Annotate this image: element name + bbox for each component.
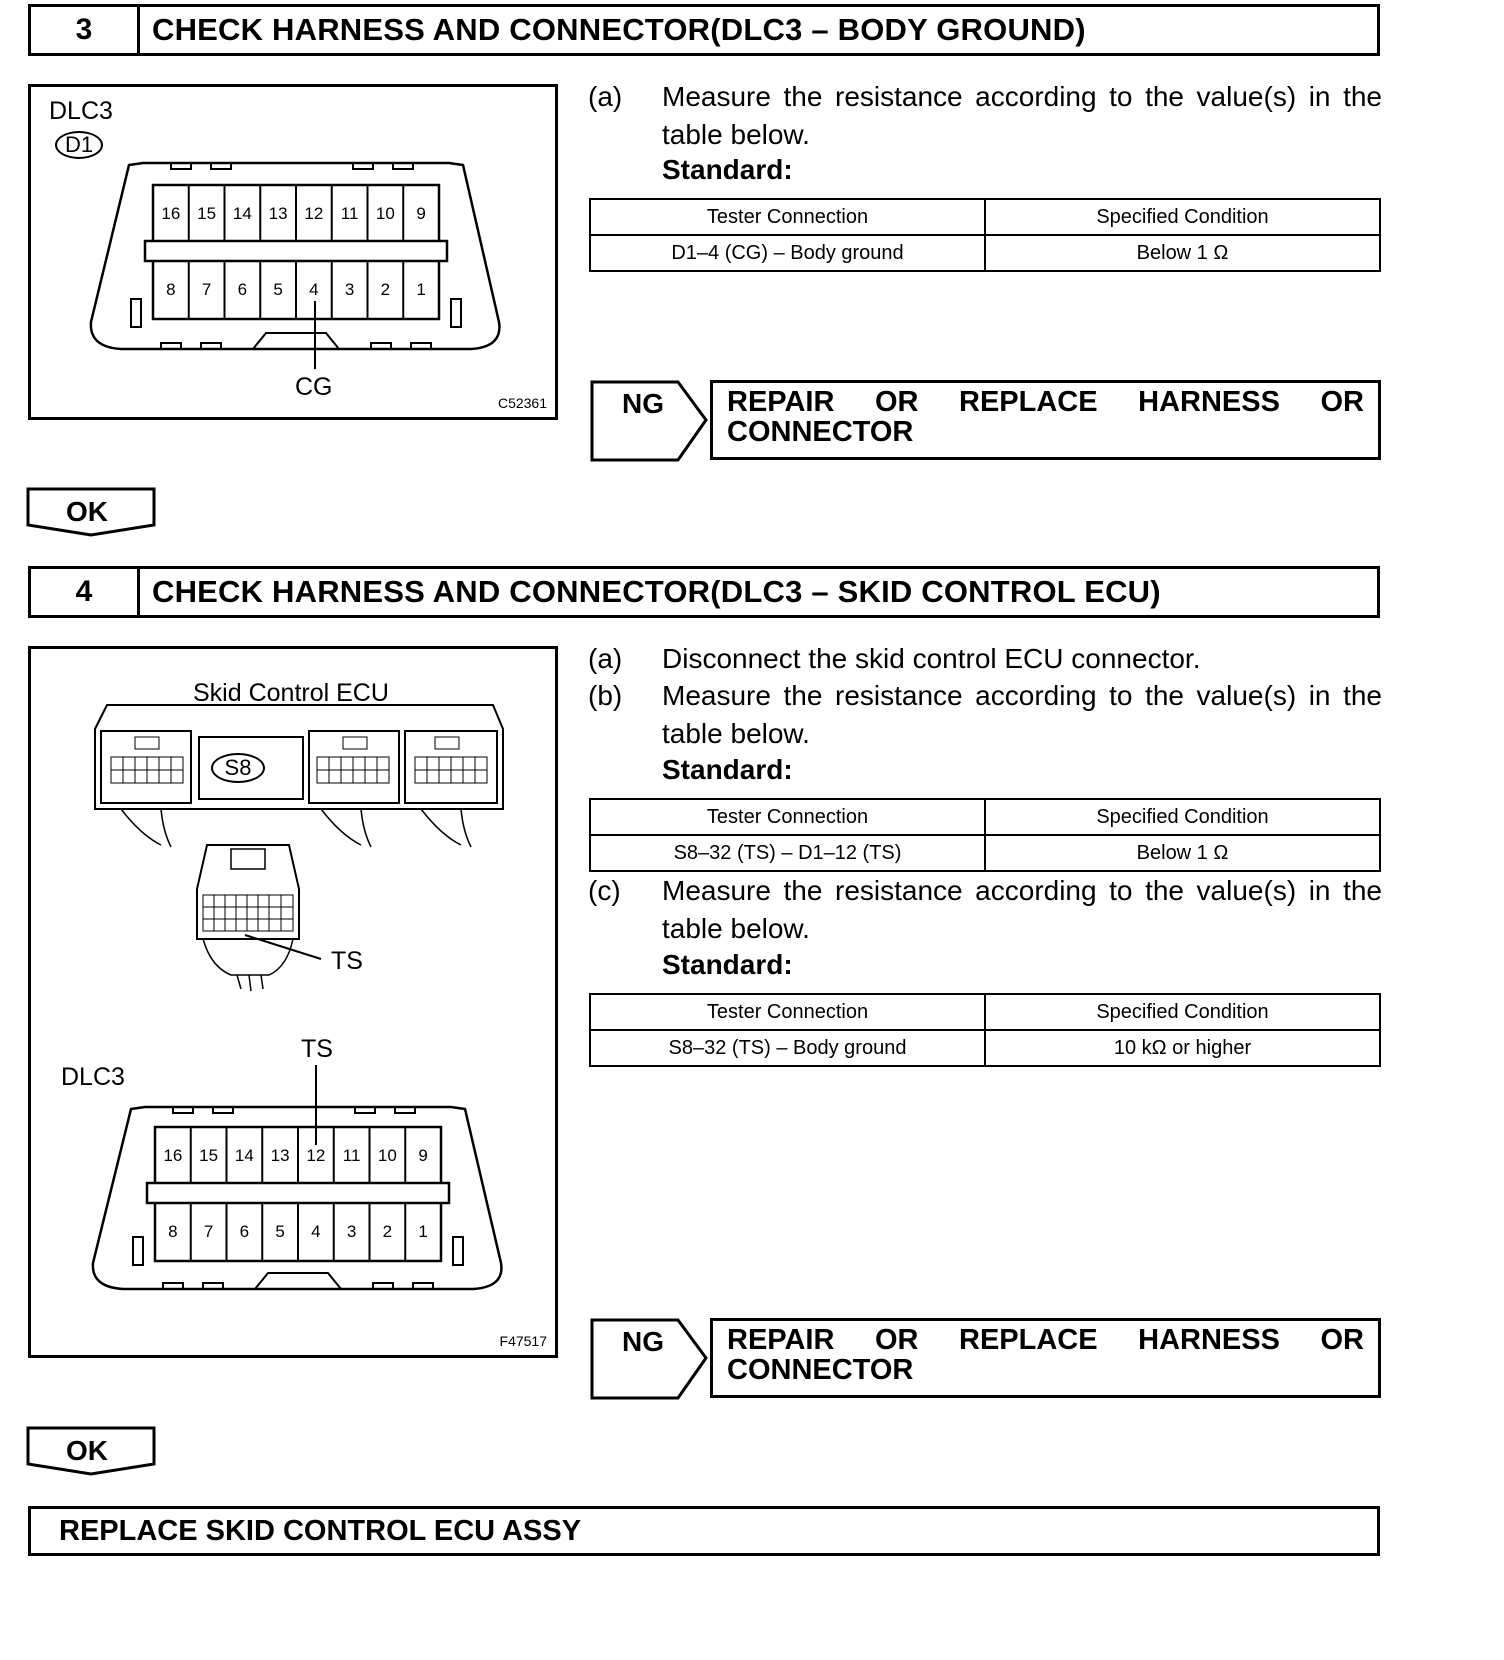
pin-number: 14	[232, 204, 252, 223]
table-header: Specified Condition	[985, 799, 1380, 835]
ng-action-line2: CONNECTOR	[727, 1354, 914, 1386]
table-row	[590, 835, 1380, 871]
instruction-mark: (c)	[588, 875, 621, 906]
pin-number: 16	[163, 1146, 183, 1165]
table-cell: S8–32 (TS) – D1–12 (TS)	[590, 835, 985, 871]
instruction-c	[588, 872, 1382, 952]
pin-number: 6	[237, 280, 248, 299]
spec-table-1	[589, 798, 1381, 872]
pin-number: 7	[203, 1222, 214, 1241]
pin-number: 3	[346, 1222, 357, 1241]
pin-number: 9	[416, 204, 426, 223]
table-row	[590, 235, 1380, 271]
instruction-b	[588, 677, 1382, 757]
ng-word: REPAIR	[727, 1324, 835, 1356]
ng-word: REPLACE	[959, 1324, 1098, 1356]
table-cell: D1–4 (CG) – Body ground	[590, 235, 985, 271]
ng-word: REPLACE	[959, 386, 1098, 418]
pin-number: 15	[199, 1146, 219, 1165]
step-4-header	[28, 566, 1380, 618]
connector-code: D1	[64, 132, 94, 157]
pin-number: 1	[418, 1222, 428, 1241]
dlc-label: DLC3	[61, 1063, 125, 1091]
step-title: CHECK HARNESS AND CONNECTOR(DLC3 – BODY GROUND)	[152, 12, 1086, 47]
connector-label: DLC3	[49, 97, 113, 125]
pin-number: 12	[304, 204, 324, 223]
pin-number: 2	[380, 280, 391, 299]
instruction-mark: (a)	[588, 81, 623, 112]
ng-action-line1	[727, 387, 1364, 417]
ok-label: OK	[66, 1435, 108, 1466]
pin-number: 5	[275, 1222, 285, 1241]
ts-label-ecu: TS	[331, 947, 363, 975]
table-header: Tester Connection	[590, 994, 985, 1030]
table-cell: Below 1 Ω	[985, 235, 1380, 271]
ng-action-line1	[727, 1325, 1364, 1355]
instruction-text: Measure the resistance according to the value(s) in the table below.	[662, 875, 1382, 944]
ts-label-dlc: TS	[301, 1035, 333, 1063]
instruction-text: Disconnect the skid control ECU connector.	[662, 643, 1201, 674]
ecu-dlc3-figure	[28, 646, 558, 1358]
instruction-text: Measure the resistance according to the value(s) in the table below.	[662, 680, 1382, 749]
ng-word: HARNESS	[1138, 1324, 1280, 1356]
table-header: Specified Condition	[985, 994, 1380, 1030]
ng-action-box	[710, 380, 1381, 460]
ecu-connector-code-badge	[211, 753, 265, 783]
ng-action-line2: CONNECTOR	[727, 416, 914, 448]
table-header-row	[590, 994, 1380, 1030]
final-action-box	[28, 1506, 1380, 1556]
step-number: 4	[31, 569, 140, 615]
pin-number: 4	[309, 280, 319, 299]
figure-code: F47517	[499, 1333, 547, 1349]
step-title: CHECK HARNESS AND CONNECTOR(DLC3 – SKID CONTROL ECU)	[152, 574, 1161, 609]
instruction-a	[588, 640, 1382, 680]
table-cell: 10 kΩ or higher	[985, 1030, 1380, 1066]
ng-word: HARNESS	[1138, 386, 1280, 418]
pin-number: 6	[239, 1222, 250, 1241]
ng-word: OR	[874, 386, 919, 418]
pin-number: 15	[197, 204, 217, 223]
ecu-connector-code: S8	[224, 755, 252, 780]
instruction-mark: (b)	[588, 680, 623, 711]
table-cell: Below 1 Ω	[985, 835, 1380, 871]
table-header-row	[590, 199, 1380, 235]
spec-table-2	[589, 993, 1381, 1067]
pin-number: 5	[273, 280, 283, 299]
table-header: Specified Condition	[985, 199, 1380, 235]
ng-action-box	[710, 1318, 1381, 1398]
ecu-label: Skid Control ECU	[193, 679, 389, 707]
connector-code-badge	[55, 131, 103, 159]
table-cell: S8–32 (TS) – Body ground	[590, 1030, 985, 1066]
pin-number: 16	[161, 204, 181, 223]
standard-label: Standard:	[662, 949, 793, 980]
figure-code: C52361	[497, 395, 547, 411]
standard-label: Standard:	[662, 154, 793, 185]
ng-label: NG	[622, 388, 664, 419]
ng-word: REPAIR	[727, 386, 835, 418]
pin-number: 1	[416, 280, 426, 299]
step-3-header	[28, 4, 1380, 56]
pin-number: 10	[375, 204, 395, 223]
dlc3-pin-figure	[28, 84, 558, 420]
pin-number: 9	[418, 1146, 428, 1165]
pin-number: 13	[268, 204, 288, 223]
pin-callout-cg: CG	[295, 373, 333, 401]
pin-number: 11	[340, 204, 359, 223]
ok-label: OK	[66, 496, 108, 527]
step-number: 3	[31, 7, 140, 53]
instruction-mark: (a)	[588, 643, 623, 674]
pin-number: 14	[234, 1146, 254, 1165]
spec-table	[589, 198, 1381, 272]
pin-number: 11	[342, 1146, 361, 1165]
pin-number: 8	[166, 280, 176, 299]
dlc3-connector-drawing	[31, 87, 555, 417]
pin-number: 3	[344, 280, 355, 299]
standard-label: Standard:	[662, 754, 793, 785]
ng-word: OR	[874, 1324, 919, 1356]
pin-number: 2	[382, 1222, 393, 1241]
pin-number: 10	[377, 1146, 397, 1165]
table-header: Tester Connection	[590, 799, 985, 835]
pin-number: 13	[270, 1146, 290, 1165]
instruction-a	[588, 78, 1382, 158]
pin-number: 7	[201, 280, 212, 299]
ecu-connector-drawing	[31, 649, 555, 1355]
final-action-text: REPLACE SKID CONTROL ECU ASSY	[59, 1514, 582, 1547]
ng-word: OR	[1320, 1324, 1364, 1356]
pin-number: 8	[168, 1222, 178, 1241]
instruction-text: Measure the resistance according to the value(s) in the table below.	[662, 81, 1382, 150]
pin-number: 4	[311, 1222, 321, 1241]
table-row	[590, 1030, 1380, 1066]
ng-label: NG	[622, 1326, 664, 1357]
table-header: Tester Connection	[590, 199, 985, 235]
pin-number: 12	[306, 1146, 326, 1165]
table-header-row	[590, 799, 1380, 835]
ng-word: OR	[1320, 386, 1364, 418]
